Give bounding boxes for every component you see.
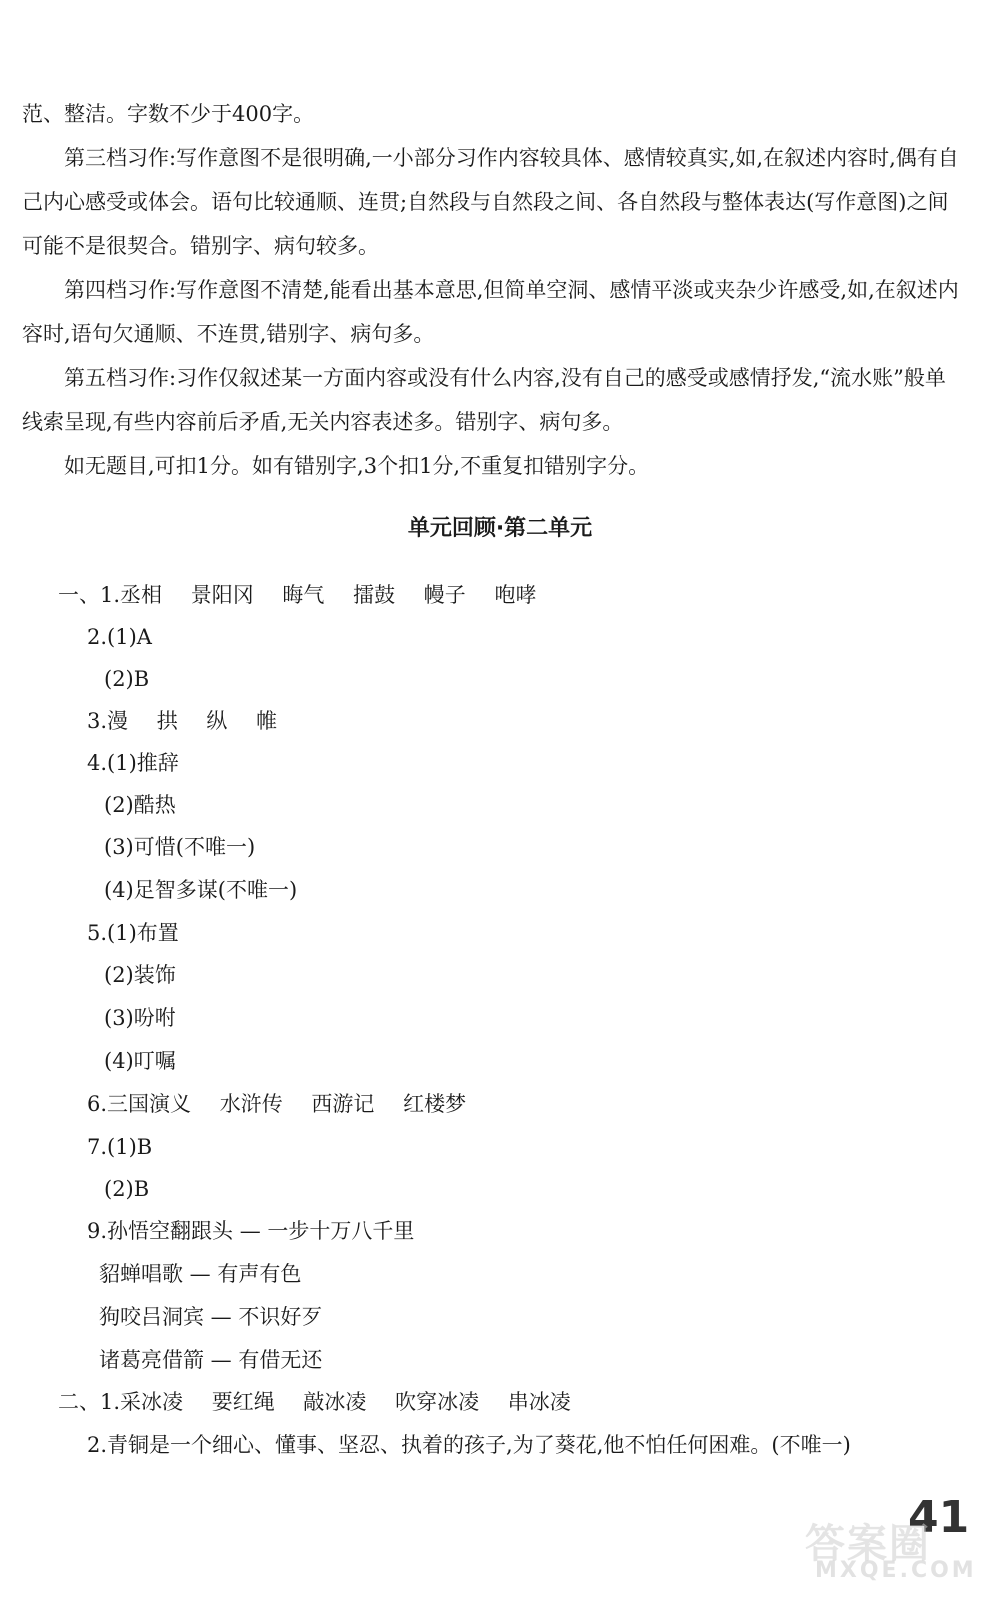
answer-word: 幔子 bbox=[423, 583, 466, 607]
answer-line-q6 bbox=[87, 1089, 466, 1119]
paragraph-level4: 第四档习作:写作意图不清楚,能看出基本意思,但简单空洞、感情平淡或夹杂少许感受,如,在叙述内容时,语句欠通顺、不连贯,错别字、病句多。 bbox=[22, 278, 959, 346]
answer-word: 红楼梦 bbox=[403, 1092, 467, 1116]
answer-line: (4)叮嘱 bbox=[104, 1049, 176, 1073]
answer-line-part2-q1 bbox=[58, 1387, 571, 1417]
answer-word: 敲冰凌 bbox=[303, 1390, 367, 1414]
answer-word: 擂鼓 bbox=[353, 583, 396, 607]
answer-line: (4)足智多谋(不唯一) bbox=[104, 878, 298, 902]
watermark-text: 答案圈 bbox=[805, 1521, 931, 1567]
answer-line: 9.孙悟空翻跟头 — 一步十万八千里 bbox=[87, 1219, 415, 1243]
answer-line: 诸葛亮借箭 — 有借无还 bbox=[99, 1348, 323, 1372]
answer-word: 景阳冈 bbox=[190, 583, 254, 607]
answer-word: 纵 bbox=[206, 709, 228, 733]
watermark-url: MXQE.COM bbox=[815, 1558, 977, 1583]
answer-line: 7.(1)B bbox=[87, 1135, 153, 1159]
answer-word: 西游记 bbox=[311, 1092, 375, 1116]
paragraph-deduction: 如无题目,可扣1分。如有错别字,3个扣1分,不重复扣错别字分。 bbox=[64, 454, 650, 478]
answer-word: 一、1.丞相 bbox=[58, 583, 163, 607]
answer-line: (2)B bbox=[104, 667, 150, 691]
answer-word: 串冰凌 bbox=[507, 1390, 571, 1414]
answer-line: (3)吩咐 bbox=[104, 1006, 176, 1030]
answer-line: 貂蝉唱歌 — 有声有色 bbox=[99, 1262, 302, 1286]
answer-line: (2)酷热 bbox=[104, 793, 176, 817]
answer-word: 6.三国演义 bbox=[87, 1092, 192, 1116]
answer-word: 咆哮 bbox=[494, 583, 537, 607]
answer-line: 4.(1)推辞 bbox=[87, 751, 179, 775]
watermark-logo bbox=[803, 1512, 978, 1592]
answer-word: 帷 bbox=[256, 709, 278, 733]
answer-line-part1-q1 bbox=[58, 580, 536, 610]
answer-word: 吹穿冰凌 bbox=[395, 1390, 480, 1414]
answer-line: 狗咬吕洞宾 — 不识好歹 bbox=[99, 1305, 323, 1329]
answer-word: 二、1.采冰凌 bbox=[58, 1390, 184, 1414]
answer-word: 晦气 bbox=[282, 583, 325, 607]
answer-line: 5.(1)布置 bbox=[87, 921, 179, 945]
paragraph-level3: 第三档习作:写作意图不是很明确,一小部分习作内容较具体、感情较真实,如,在叙述内容时,偶有自己内心感受或体会。语句比较通顺、连贯;自然段与自然段之间、各自然段与整体表达(写作意图)之间可能不是很契合。错别字、病句较多。 bbox=[22, 146, 959, 258]
answer-line: 2.(1)A bbox=[87, 625, 152, 649]
answer-line: (2)装饰 bbox=[104, 963, 176, 987]
answer-word: 要红绳 bbox=[211, 1390, 275, 1414]
answer-line: 2.青铜是一个细心、懂事、坚忍、执着的孩子,为了葵花,他不怕任何困难。(不唯一) bbox=[87, 1433, 851, 1457]
answer-word: 水浒传 bbox=[219, 1092, 283, 1116]
section-title: 单元回顾·第二单元 bbox=[407, 516, 593, 541]
answer-line: (2)B bbox=[104, 1177, 150, 1201]
answer-word: 拱 bbox=[156, 709, 178, 733]
answer-line: (3)可惜(不唯一) bbox=[104, 835, 256, 859]
page-number: 41 bbox=[908, 1492, 970, 1543]
paragraph-level5: 第五档习作:习作仅叙述某一方面内容或没有什么内容,没有自己的感受或感情抒发,“流水账”般单线索呈现,有些内容前后矛盾,无关内容表述多。错别字、病句多。 bbox=[22, 366, 946, 434]
paragraph-line: 范、整洁。字数不少于400字。 bbox=[22, 102, 315, 126]
answer-line-q3 bbox=[87, 706, 277, 736]
answer-word: 3.漫 bbox=[87, 709, 129, 733]
